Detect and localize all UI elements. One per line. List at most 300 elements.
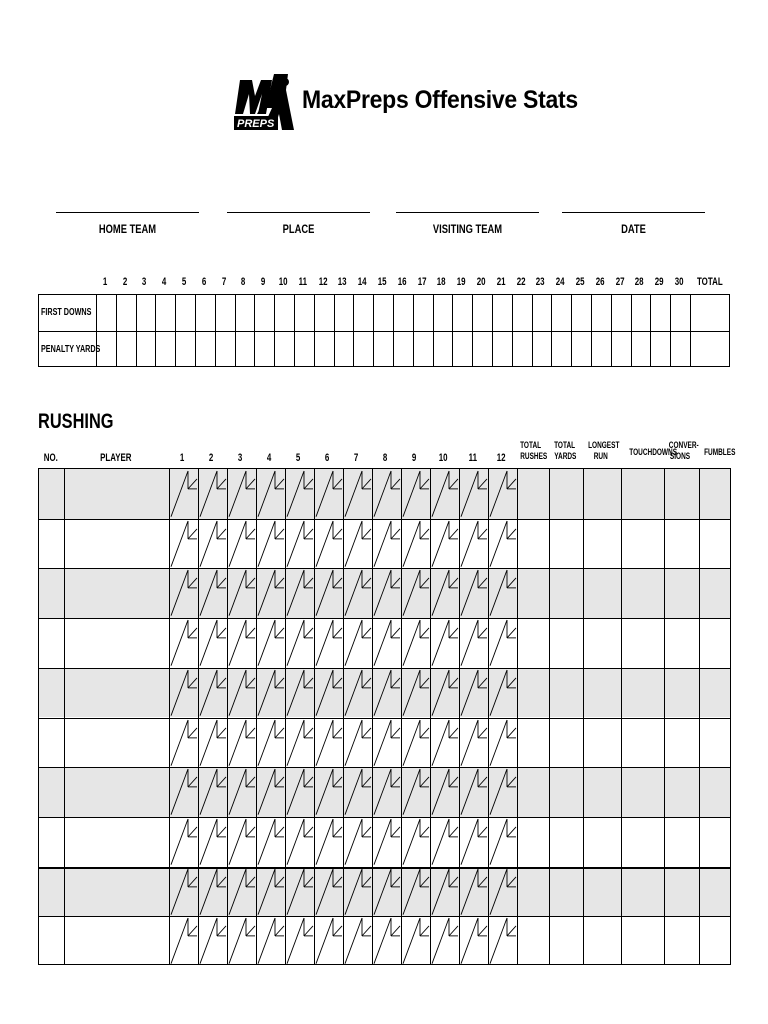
first-downs-cell[interactable] bbox=[373, 331, 393, 367]
first-downs-cell[interactable] bbox=[571, 295, 591, 331]
first-downs-cell[interactable] bbox=[512, 331, 532, 367]
longest-run-cell[interactable] bbox=[583, 668, 621, 718]
rushing-attempt-cell[interactable] bbox=[285, 568, 314, 618]
rushing-attempt-cell[interactable] bbox=[430, 718, 459, 768]
first-downs-cell[interactable] bbox=[452, 331, 472, 367]
conversions-cell[interactable] bbox=[664, 668, 699, 718]
first-downs-cell[interactable] bbox=[274, 295, 294, 331]
first-downs-column-number: 9 bbox=[261, 276, 266, 288]
rushing-attempt-cell[interactable] bbox=[459, 718, 488, 768]
place-line[interactable] bbox=[227, 212, 370, 213]
player-name-cell[interactable] bbox=[64, 916, 169, 966]
touchdowns-cell[interactable] bbox=[621, 718, 664, 768]
player-name-cell[interactable] bbox=[64, 767, 169, 817]
rushing-attempt-cell[interactable] bbox=[430, 817, 459, 867]
total-yards-cell[interactable] bbox=[549, 817, 583, 867]
rushing-attempt-cell[interactable] bbox=[227, 668, 256, 718]
first-downs-cell[interactable] bbox=[155, 295, 175, 331]
rushing-attempt-cell[interactable] bbox=[488, 817, 517, 867]
rushing-attempt-cell[interactable] bbox=[343, 618, 372, 668]
player-number-cell[interactable] bbox=[39, 668, 64, 718]
rushing-attempt-cell[interactable] bbox=[459, 767, 488, 817]
longest-run-cell[interactable] bbox=[583, 767, 621, 817]
first-downs-cell[interactable] bbox=[254, 331, 274, 367]
total-rushes-cell[interactable] bbox=[517, 519, 549, 569]
first-downs-cell[interactable] bbox=[274, 331, 294, 367]
total-yards-cell[interactable] bbox=[549, 568, 583, 618]
player-number-cell[interactable] bbox=[39, 519, 64, 569]
rushing-attempt-cell[interactable] bbox=[401, 767, 430, 817]
conversions-cell[interactable] bbox=[664, 767, 699, 817]
first-downs-cell[interactable] bbox=[393, 295, 413, 331]
rushing-attempt-cell[interactable] bbox=[198, 618, 227, 668]
touchdowns-cell[interactable] bbox=[621, 668, 664, 718]
fumbles-cell[interactable] bbox=[699, 519, 732, 569]
first-downs-cell[interactable] bbox=[96, 295, 116, 331]
conversions-cell[interactable] bbox=[664, 817, 699, 867]
attempt-slash-lines bbox=[285, 519, 314, 569]
total-rushes-cell[interactable] bbox=[517, 767, 549, 817]
total-rushes-cell[interactable] bbox=[517, 568, 549, 618]
rushing-attempt-cell[interactable] bbox=[227, 519, 256, 569]
rushing-attempt-cell[interactable] bbox=[227, 767, 256, 817]
rushing-attempt-cell[interactable] bbox=[169, 718, 198, 768]
first-downs-cell[interactable] bbox=[215, 295, 235, 331]
first-downs-cell[interactable] bbox=[195, 331, 215, 367]
player-number-cell[interactable] bbox=[39, 469, 64, 519]
fumbles-cell[interactable] bbox=[699, 718, 732, 768]
visiting-team-label: VISITING TEAM bbox=[432, 222, 503, 236]
player-number-cell[interactable] bbox=[39, 767, 64, 817]
first-downs-cell[interactable] bbox=[215, 331, 235, 367]
rushing-attempt-cell[interactable] bbox=[430, 867, 459, 917]
rushing-attempt-cell[interactable] bbox=[169, 519, 198, 569]
first-downs-cell[interactable] bbox=[650, 295, 670, 331]
first-downs-cell[interactable] bbox=[175, 295, 195, 331]
first-downs-cell[interactable] bbox=[155, 331, 175, 367]
first-downs-cell[interactable] bbox=[591, 295, 611, 331]
player-number-cell[interactable] bbox=[39, 568, 64, 618]
rushing-attempt-cell[interactable] bbox=[488, 767, 517, 817]
longest-run-cell[interactable] bbox=[583, 618, 621, 668]
rushing-attempt-cell[interactable] bbox=[227, 867, 256, 917]
first-downs-cell[interactable] bbox=[393, 331, 413, 367]
rushing-attempt-cell[interactable] bbox=[169, 618, 198, 668]
total-yards-cell[interactable] bbox=[549, 916, 583, 966]
rushing-attempt-cell[interactable] bbox=[169, 817, 198, 867]
rushing-attempt-cell[interactable] bbox=[459, 867, 488, 917]
first-downs-cell[interactable] bbox=[235, 331, 255, 367]
rushing-attempt-cell[interactable] bbox=[256, 718, 285, 768]
rushing-attempt-cell[interactable] bbox=[372, 916, 401, 966]
rushing-attempt-cell[interactable] bbox=[285, 718, 314, 768]
rushing-attempt-cell[interactable] bbox=[372, 817, 401, 867]
total-rushes-cell[interactable] bbox=[517, 469, 549, 519]
rushing-attempt-cell[interactable] bbox=[285, 916, 314, 966]
attempt-slash-lines bbox=[256, 469, 285, 519]
player-number-cell[interactable] bbox=[39, 817, 64, 867]
attempt-slash-lines bbox=[372, 916, 401, 966]
first-downs-cell[interactable] bbox=[452, 295, 472, 331]
first-downs-column-number: 22 bbox=[516, 276, 526, 288]
rushing-attempt-cell[interactable] bbox=[459, 568, 488, 618]
rushing-attempt-cell[interactable] bbox=[488, 668, 517, 718]
first-downs-cell[interactable] bbox=[136, 331, 156, 367]
first-downs-cell[interactable] bbox=[532, 331, 552, 367]
first-downs-total-cell[interactable] bbox=[690, 331, 731, 367]
first-downs-cell[interactable] bbox=[334, 295, 354, 331]
attempt-slash-lines bbox=[401, 867, 430, 917]
rushing-attempt-cell[interactable] bbox=[256, 568, 285, 618]
player-name-cell[interactable] bbox=[64, 718, 169, 768]
conversions-cell[interactable] bbox=[664, 916, 699, 966]
rushing-attempt-cell[interactable] bbox=[285, 817, 314, 867]
rushing-attempt-cell[interactable] bbox=[314, 718, 343, 768]
fumbles-cell[interactable] bbox=[699, 867, 732, 917]
rushing-attempt-cell[interactable] bbox=[314, 618, 343, 668]
rushing-attempt-cell[interactable] bbox=[285, 519, 314, 569]
first-downs-cell[interactable] bbox=[571, 331, 591, 367]
rushing-attempt-cell[interactable] bbox=[372, 519, 401, 569]
first-downs-cell[interactable] bbox=[591, 331, 611, 367]
total-rushes-cell[interactable] bbox=[517, 618, 549, 668]
player-name-cell[interactable] bbox=[64, 817, 169, 867]
rushing-attempt-cell[interactable] bbox=[401, 867, 430, 917]
attempt-slash-lines bbox=[401, 618, 430, 668]
first-downs-cell[interactable] bbox=[353, 295, 373, 331]
rushing-attempt-cell[interactable] bbox=[169, 867, 198, 917]
rushing-column-divider bbox=[64, 469, 65, 964]
first-downs-cell[interactable] bbox=[254, 295, 274, 331]
touchdowns-cell[interactable] bbox=[621, 767, 664, 817]
rushing-attempt-cell[interactable] bbox=[459, 519, 488, 569]
rushing-attempt-cell[interactable] bbox=[169, 469, 198, 519]
rushing-attempt-cell[interactable] bbox=[285, 767, 314, 817]
attempt-slash-lines bbox=[227, 817, 256, 867]
rushing-attempt-cell[interactable] bbox=[372, 618, 401, 668]
rushing-attempt-cell[interactable] bbox=[169, 916, 198, 966]
rushing-attempt-cell[interactable] bbox=[314, 767, 343, 817]
rushing-attempt-cell[interactable] bbox=[227, 718, 256, 768]
first-downs-cell[interactable] bbox=[611, 331, 631, 367]
attempt-number-label: 1 bbox=[180, 452, 185, 464]
first-downs-cell[interactable] bbox=[433, 331, 453, 367]
rushing-attempt-cell[interactable] bbox=[198, 718, 227, 768]
first-downs-cell[interactable] bbox=[136, 295, 156, 331]
date-line[interactable] bbox=[562, 212, 705, 213]
fumbles-cell[interactable] bbox=[699, 568, 732, 618]
rushing-attempt-cell[interactable] bbox=[430, 618, 459, 668]
fumbles-cell[interactable] bbox=[699, 668, 732, 718]
attempt-slash-lines bbox=[488, 718, 517, 768]
first-downs-cell[interactable] bbox=[116, 295, 136, 331]
first-downs-cell[interactable] bbox=[670, 331, 690, 367]
rushing-attempt-cell[interactable] bbox=[488, 867, 517, 917]
conversions-cell[interactable] bbox=[664, 519, 699, 569]
rushing-attempt-cell[interactable] bbox=[430, 469, 459, 519]
rushing-attempt-cell[interactable] bbox=[198, 867, 227, 917]
first-downs-column-number: 28 bbox=[635, 276, 644, 288]
rushing-attempt-cell[interactable] bbox=[256, 817, 285, 867]
attempt-slash-lines bbox=[430, 568, 459, 618]
rushing-column-divider bbox=[256, 469, 257, 964]
first-downs-cell[interactable] bbox=[373, 295, 393, 331]
rushing-attempt-cell[interactable] bbox=[285, 618, 314, 668]
first-downs-cell[interactable] bbox=[175, 331, 195, 367]
rushing-attempt-cell[interactable] bbox=[227, 469, 256, 519]
fumbles-cell[interactable] bbox=[699, 767, 732, 817]
first-downs-cell[interactable] bbox=[433, 295, 453, 331]
player-name-cell[interactable] bbox=[64, 618, 169, 668]
touchdowns-header: TOUCHDOWNS bbox=[629, 447, 678, 457]
rushing-attempt-cell[interactable] bbox=[488, 568, 517, 618]
rushing-attempt-cell[interactable] bbox=[401, 916, 430, 966]
rushing-attempt-cell[interactable] bbox=[401, 718, 430, 768]
first-downs-cell[interactable] bbox=[413, 331, 433, 367]
first-downs-cell[interactable] bbox=[353, 331, 373, 367]
player-name-cell[interactable] bbox=[64, 867, 169, 917]
first-downs-cell[interactable] bbox=[195, 295, 215, 331]
rushing-attempt-cell[interactable] bbox=[169, 668, 198, 718]
rushing-attempt-cell[interactable] bbox=[227, 618, 256, 668]
rushing-attempt-cell[interactable] bbox=[285, 867, 314, 917]
attempt-slash-lines bbox=[430, 867, 459, 917]
rushing-attempt-cell[interactable] bbox=[430, 668, 459, 718]
touchdowns-cell[interactable] bbox=[621, 568, 664, 618]
rushing-attempt-cell[interactable] bbox=[343, 668, 372, 718]
rushing-column-divider bbox=[343, 469, 344, 964]
player-number-cell[interactable] bbox=[39, 916, 64, 966]
fumbles-cell[interactable] bbox=[699, 817, 732, 867]
player-name-cell[interactable] bbox=[64, 469, 169, 519]
rushing-attempt-cell[interactable] bbox=[372, 668, 401, 718]
fumbles-cell[interactable] bbox=[699, 618, 732, 668]
rushing-attempt-cell[interactable] bbox=[488, 469, 517, 519]
rushing-attempt-cell[interactable] bbox=[459, 916, 488, 966]
longest-run-cell[interactable] bbox=[583, 817, 621, 867]
attempt-slash-lines bbox=[227, 469, 256, 519]
total-yards-cell[interactable] bbox=[549, 519, 583, 569]
rushing-attempt-cell[interactable] bbox=[401, 469, 430, 519]
rushing-column-divider bbox=[621, 469, 622, 964]
fumbles-cell[interactable] bbox=[699, 469, 732, 519]
first-downs-cell[interactable] bbox=[551, 295, 571, 331]
rushing-attempt-cell[interactable] bbox=[459, 618, 488, 668]
first-downs-total-cell[interactable] bbox=[690, 295, 731, 331]
first-downs-cell[interactable] bbox=[551, 331, 571, 367]
rushing-attempt-cell[interactable] bbox=[314, 916, 343, 966]
first-downs-cell[interactable] bbox=[670, 295, 690, 331]
first-downs-cell[interactable] bbox=[512, 295, 532, 331]
first-downs-cell[interactable] bbox=[631, 331, 651, 367]
rushing-attempt-cell[interactable] bbox=[285, 668, 314, 718]
rushing-attempt-cell[interactable] bbox=[198, 817, 227, 867]
first-downs-cell[interactable] bbox=[650, 331, 670, 367]
rushing-attempt-cell[interactable] bbox=[256, 519, 285, 569]
attempt-slash-lines bbox=[256, 867, 285, 917]
rushing-attempt-cell[interactable] bbox=[256, 867, 285, 917]
touchdowns-cell[interactable] bbox=[621, 916, 664, 966]
rushing-attempt-cell[interactable] bbox=[256, 767, 285, 817]
rushing-attempt-cell[interactable] bbox=[198, 668, 227, 718]
first-downs-column-number: 19 bbox=[456, 276, 466, 288]
rushing-attempt-cell[interactable] bbox=[169, 767, 198, 817]
total-yards-cell[interactable] bbox=[549, 867, 583, 917]
rushing-attempt-cell[interactable] bbox=[343, 718, 372, 768]
rushing-attempt-cell[interactable] bbox=[343, 867, 372, 917]
rushing-attempt-cell[interactable] bbox=[372, 767, 401, 817]
rushing-attempt-cell[interactable] bbox=[401, 519, 430, 569]
rushing-attempt-cell[interactable] bbox=[314, 519, 343, 569]
first-downs-cell[interactable] bbox=[472, 295, 492, 331]
rushing-attempt-cell[interactable] bbox=[256, 916, 285, 966]
player-number-cell[interactable] bbox=[39, 718, 64, 768]
first-downs-cell[interactable] bbox=[334, 331, 354, 367]
rushing-attempt-cell[interactable] bbox=[372, 867, 401, 917]
first-downs-cell[interactable] bbox=[96, 331, 116, 367]
player-name-cell[interactable] bbox=[64, 519, 169, 569]
rushing-attempt-cell[interactable] bbox=[430, 767, 459, 817]
conversions-cell[interactable] bbox=[664, 469, 699, 519]
first-downs-cell[interactable] bbox=[492, 295, 512, 331]
rushing-attempt-cell[interactable] bbox=[314, 867, 343, 917]
first-downs-cell[interactable] bbox=[235, 295, 255, 331]
conversions-cell[interactable] bbox=[664, 867, 699, 917]
rushing-attempt-cell[interactable] bbox=[459, 668, 488, 718]
rushing-attempt-cell[interactable] bbox=[488, 916, 517, 966]
rushing-attempt-cell[interactable] bbox=[343, 568, 372, 618]
rushing-attempt-cell[interactable] bbox=[314, 817, 343, 867]
rushing-attempt-cell[interactable] bbox=[372, 469, 401, 519]
longest-run-cell[interactable] bbox=[583, 568, 621, 618]
first-downs-cell[interactable] bbox=[611, 295, 631, 331]
touchdowns-cell[interactable] bbox=[621, 817, 664, 867]
total-yards-cell[interactable] bbox=[549, 668, 583, 718]
total-yards-cell[interactable] bbox=[549, 718, 583, 768]
longest-run-cell[interactable] bbox=[583, 867, 621, 917]
rushing-attempt-cell[interactable] bbox=[343, 519, 372, 569]
total-yards-cell[interactable] bbox=[549, 767, 583, 817]
touchdowns-cell[interactable] bbox=[621, 519, 664, 569]
attempt-slash-lines bbox=[430, 916, 459, 966]
rushing-attempt-cell[interactable] bbox=[430, 519, 459, 569]
touchdowns-cell[interactable] bbox=[621, 469, 664, 519]
touchdowns-cell[interactable] bbox=[621, 618, 664, 668]
rushing-attempt-cell[interactable] bbox=[343, 916, 372, 966]
total-rushes-cell[interactable] bbox=[517, 867, 549, 917]
rushing-attempt-cell[interactable] bbox=[488, 618, 517, 668]
touchdowns-cell[interactable] bbox=[621, 867, 664, 917]
rushing-attempt-cell[interactable] bbox=[227, 916, 256, 966]
rushing-attempt-cell[interactable] bbox=[372, 568, 401, 618]
rushing-header bbox=[38, 438, 736, 468]
rushing-attempt-cell[interactable] bbox=[372, 718, 401, 768]
rushing-attempt-cell[interactable] bbox=[198, 767, 227, 817]
rushing-attempt-cell[interactable] bbox=[343, 767, 372, 817]
total-rushes-cell[interactable] bbox=[517, 668, 549, 718]
rushing-attempt-cell[interactable] bbox=[169, 568, 198, 618]
rushing-attempt-cell[interactable] bbox=[314, 469, 343, 519]
rushing-attempt-cell[interactable] bbox=[227, 817, 256, 867]
attempt-slash-lines bbox=[198, 618, 227, 668]
rushing-attempt-cell[interactable] bbox=[198, 916, 227, 966]
rushing-attempt-cell[interactable] bbox=[314, 668, 343, 718]
conversions-cell[interactable] bbox=[664, 568, 699, 618]
first-downs-cell[interactable] bbox=[472, 331, 492, 367]
longest-run-cell[interactable] bbox=[583, 469, 621, 519]
rushing-attempt-cell[interactable] bbox=[227, 568, 256, 618]
first-downs-cell[interactable] bbox=[294, 331, 314, 367]
rushing-attempt-cell[interactable] bbox=[459, 469, 488, 519]
rushing-attempt-cell[interactable] bbox=[488, 519, 517, 569]
rushing-attempt-cell[interactable] bbox=[256, 668, 285, 718]
longest-run-cell[interactable] bbox=[583, 718, 621, 768]
first-downs-cell[interactable] bbox=[314, 295, 334, 331]
attempt-number-label: 9 bbox=[412, 452, 417, 464]
home-team-line[interactable] bbox=[56, 212, 199, 213]
rushing-attempt-cell[interactable] bbox=[198, 469, 227, 519]
rushing-attempt-cell[interactable] bbox=[401, 618, 430, 668]
rushing-attempt-cell[interactable] bbox=[256, 469, 285, 519]
fumbles-cell[interactable] bbox=[699, 916, 732, 966]
first-downs-cell[interactable] bbox=[413, 295, 433, 331]
attempt-number-label: 4 bbox=[267, 452, 272, 464]
player-name-cell[interactable] bbox=[64, 568, 169, 618]
conversions-cell[interactable] bbox=[664, 718, 699, 768]
rushing-attempt-cell[interactable] bbox=[459, 817, 488, 867]
longest-run-cell[interactable] bbox=[583, 916, 621, 966]
rushing-attempt-cell[interactable] bbox=[488, 718, 517, 768]
attempt-slash-lines bbox=[372, 519, 401, 569]
attempt-slash-lines bbox=[401, 668, 430, 718]
total-rushes-cell[interactable] bbox=[517, 718, 549, 768]
rushing-attempt-cell[interactable] bbox=[343, 817, 372, 867]
total-yards-cell[interactable] bbox=[549, 618, 583, 668]
total-yards-cell[interactable] bbox=[549, 469, 583, 519]
rushing-attempt-cell[interactable] bbox=[285, 469, 314, 519]
rushing-attempt-cell[interactable] bbox=[198, 568, 227, 618]
attempt-slash-lines bbox=[227, 767, 256, 817]
rushing-attempt-cell[interactable] bbox=[256, 618, 285, 668]
player-number-cell[interactable] bbox=[39, 618, 64, 668]
attempt-slash-lines bbox=[488, 519, 517, 569]
first-downs-cell[interactable] bbox=[631, 295, 651, 331]
rushing-attempt-cell[interactable] bbox=[314, 568, 343, 618]
first-downs-cell[interactable] bbox=[314, 331, 334, 367]
rushing-attempt-cell[interactable] bbox=[198, 519, 227, 569]
conversions-cell[interactable] bbox=[664, 618, 699, 668]
first-downs-cell[interactable] bbox=[492, 331, 512, 367]
first-downs-cell[interactable] bbox=[116, 331, 136, 367]
attempt-slash-lines bbox=[372, 718, 401, 768]
player-number-cell[interactable] bbox=[39, 867, 64, 917]
rushing-attempt-cell[interactable] bbox=[401, 817, 430, 867]
rushing-attempt-cell[interactable] bbox=[430, 916, 459, 966]
attempt-slash-lines bbox=[227, 867, 256, 917]
total-rushes-cell[interactable] bbox=[517, 817, 549, 867]
first-downs-cell[interactable] bbox=[294, 295, 314, 331]
first-downs-cell[interactable] bbox=[532, 295, 552, 331]
player-name-cell[interactable] bbox=[64, 668, 169, 718]
attempt-slash-lines bbox=[401, 519, 430, 569]
rushing-attempt-cell[interactable] bbox=[401, 668, 430, 718]
longest-run-cell[interactable] bbox=[583, 519, 621, 569]
rushing-attempt-cell[interactable] bbox=[343, 469, 372, 519]
visiting-team-line[interactable] bbox=[396, 212, 539, 213]
rushing-attempt-cell[interactable] bbox=[401, 568, 430, 618]
rushing-attempt-cell[interactable] bbox=[430, 568, 459, 618]
total-rushes-cell[interactable] bbox=[517, 916, 549, 966]
